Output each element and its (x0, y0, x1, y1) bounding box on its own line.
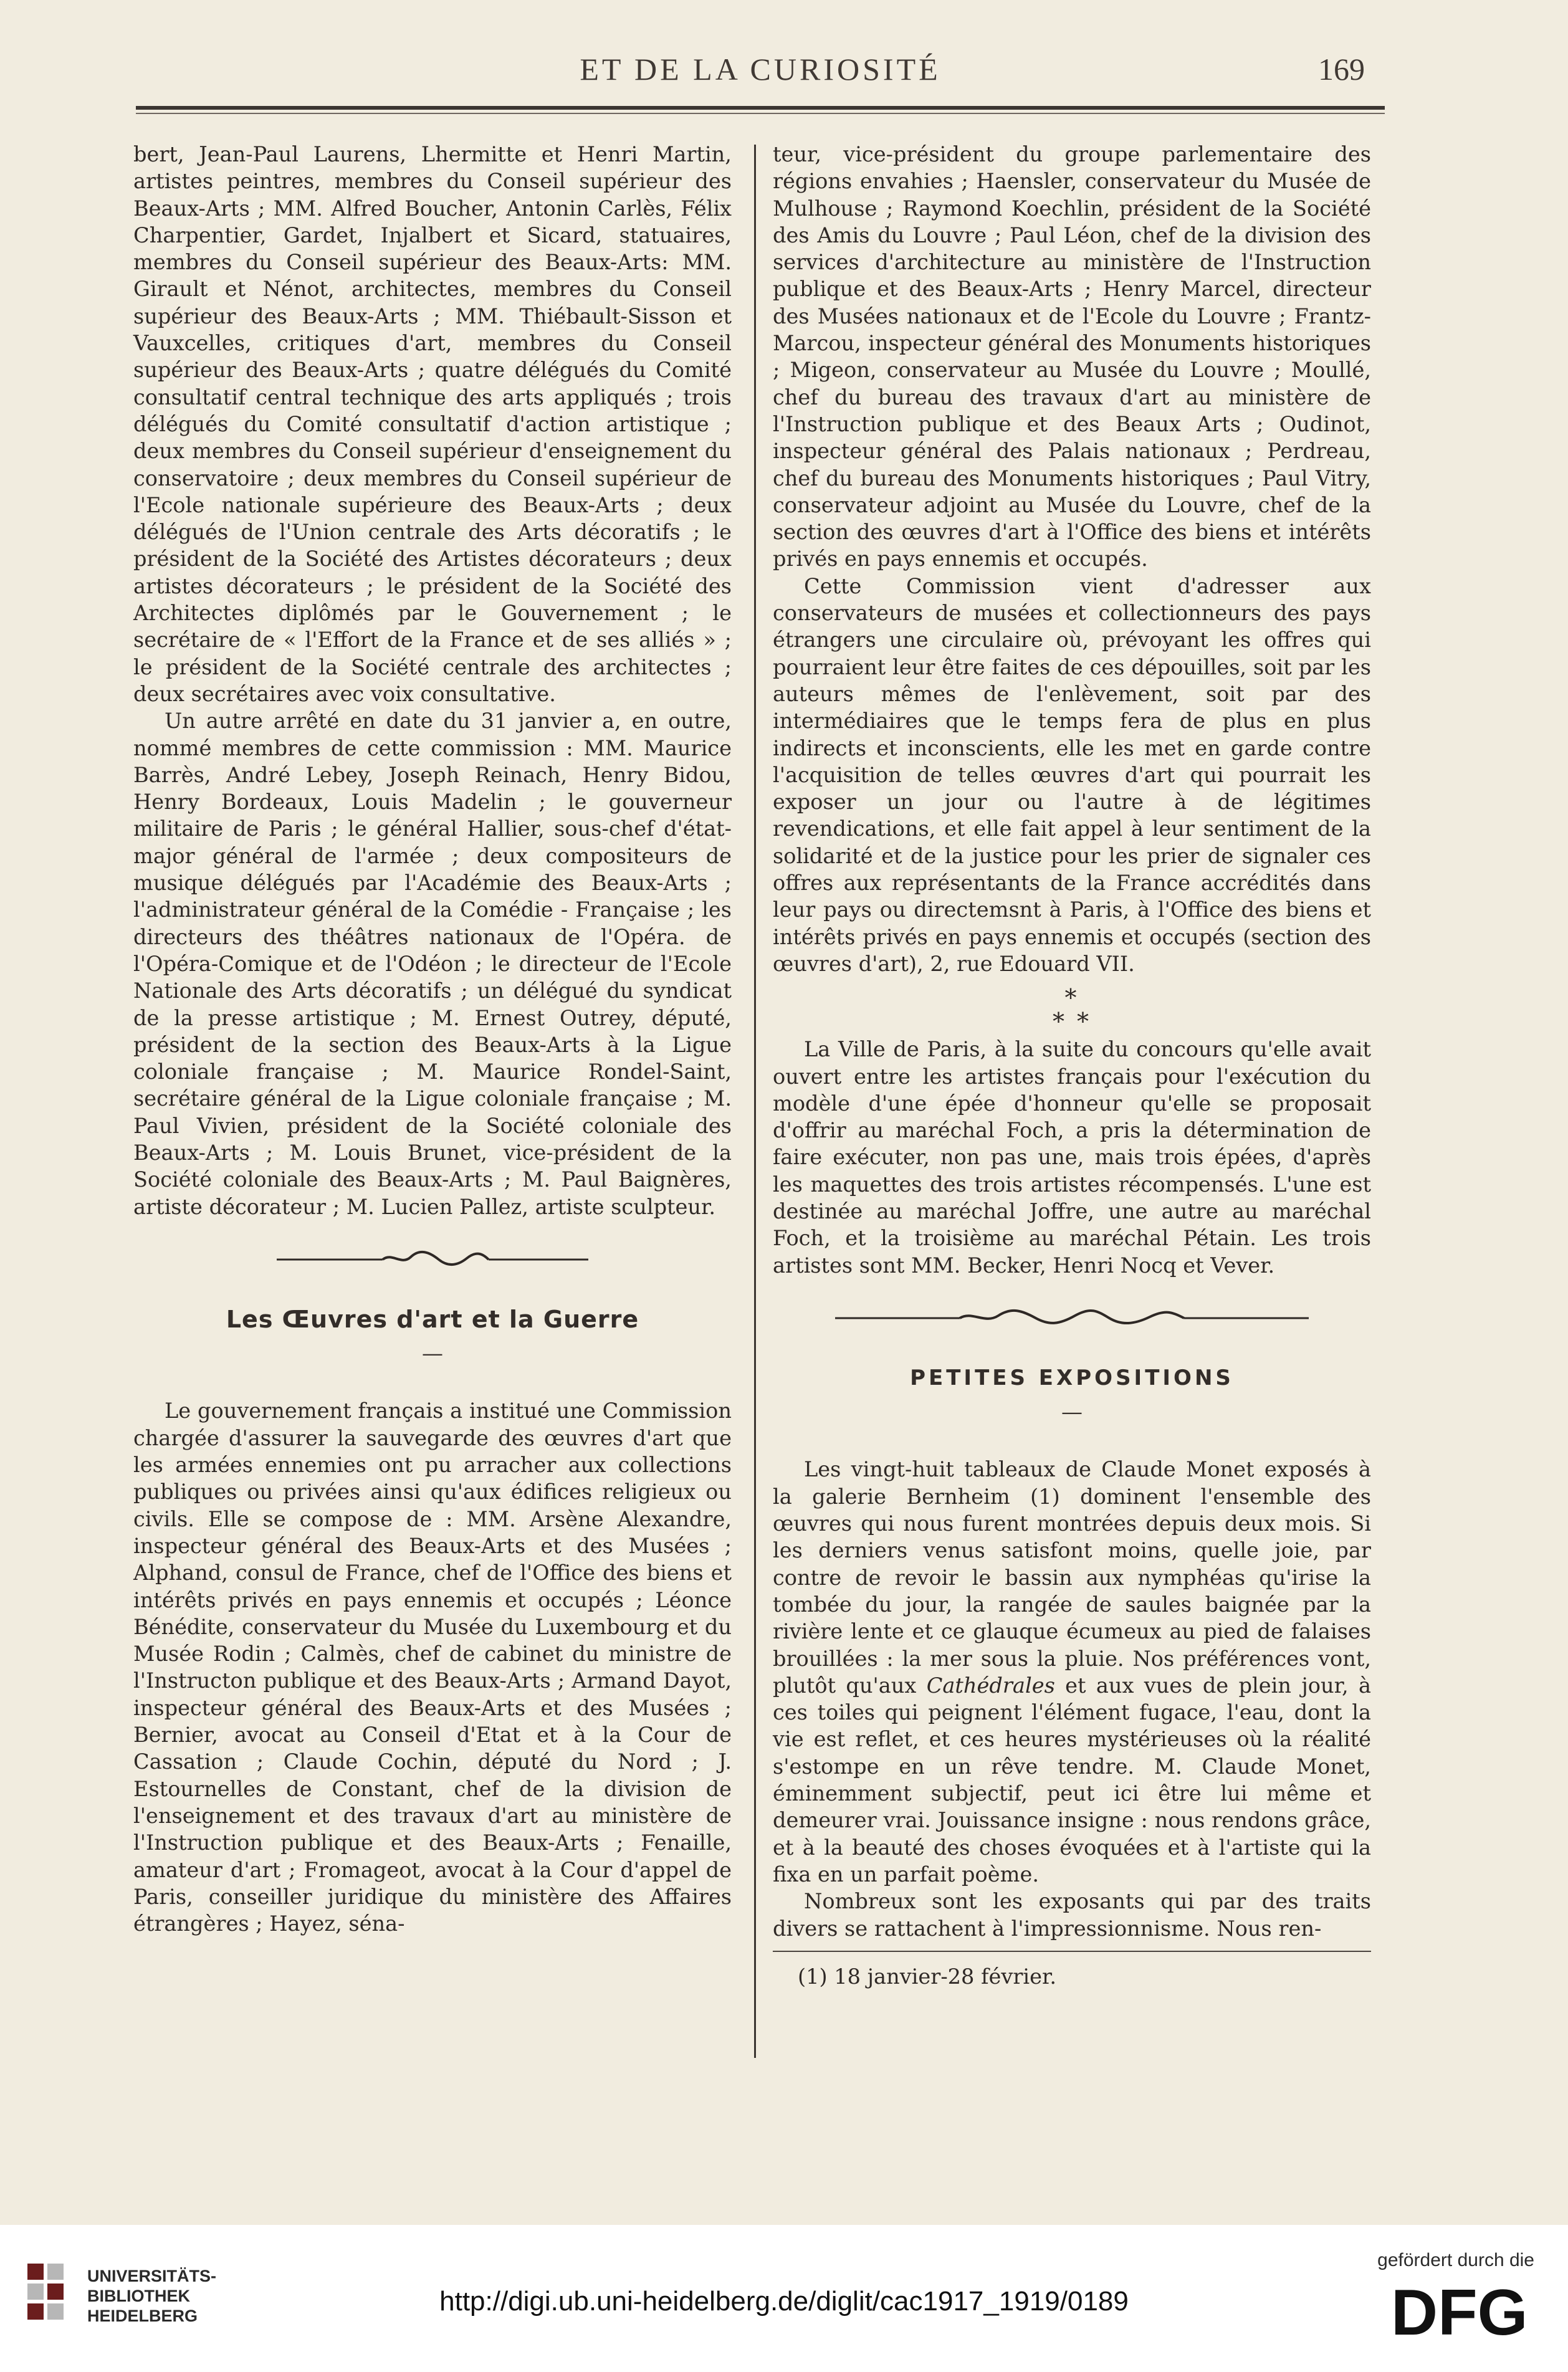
digitization-footer (0, 2225, 1568, 2372)
footnote: (1) 18 janvier-28 février. (798, 1964, 1057, 1989)
left-paragraph-1: bert, Jean-Paul Laurens, Lhermitte et Henri Martin, artistes peintres, membres du Conseil supérieur des Beaux-Arts ; MM. Alfred Boucher, Antonin Carlès, Félix Charpentier, Gardet, Injalbert et Sicard, statuaires, membres du Conseil supérieur des Beaux-Arts: MM. Girault et Nénot, architectes, membres du Conseil supérieur des Beaux-Arts ; MM. Thiébault-Sisson et Vauxcelles, critiques d'art, membres du Conseil supérieur des Beaux-Arts ; quatre délégués du Comité consultatif central technique des arts appliqués ; trois délégués du Comité consultatif d'action artistique ; deux membres du Conseil supérieur d'enseignement du conservatoire ; deux membres du Conseil supérieur de l'Ecole nationale supérieure des Beaux-Arts ; deux délégués de l'Union centrale des Arts décoratifs ; le président de la Société des Artistes décorateurs ; deux artistes décorateurs ; le président de la Société des Architectes diplômés par le Gouvernement ; le secrétaire de « l'Effort de la France et de ses alliés » ; le président de la Société centrale des architectes ; deux secrétaires avec voix consultative. (133, 142, 732, 706)
right-paragraph-1: teur, vice-président du groupe parlementaire des régions envahies ; Haensler, conservateur du Musée de Mulhouse ; Raymond Koechlin, président de la Société des Amis du Louvre ; Paul Léon, chef de la division des services d'architecture au ministère de l'Instruction publique et des Beaux-Arts ; Henry Marcel, directeur des Musées nationaux et de l'Ecole du Louvre ; Frantz-Marcou, inspecteur général des Monuments historiques ; Migeon, conservateur au Musée du Louvre ; Moullé, chef du bureau des travaux d'art au ministère de l'Instruction publique et des Beaux Arts ; Oudinot, inspecteur général des Palais nationaux ; Perdreau, chef du bureau des Monuments historiques ; Paul Vitry, conservateur adjoint au Musée du Louvre, chef de la section des œuvres d'art à l'Office des biens et intérêts privés en pays ennemis et occupés. (773, 142, 1371, 571)
university-line-1: UNIVERSITÄTS- (87, 2267, 217, 2285)
ornament-divider (133, 1240, 732, 1278)
right-paragraph-5: Nombreux sont les exposants qui par des traits divers se rattachent à l'impressionnisme. Nous ren- (773, 1889, 1371, 1941)
section-dash-2: — (1061, 1400, 1083, 1425)
section-title-oeuvres: Les Œuvres d'art et la Guerre (226, 1305, 639, 1333)
right-paragraph-4 (773, 1456, 1371, 1888)
university-line-3: HEIDELBERG (87, 2307, 198, 2325)
asterism-bottom: * * (1052, 1008, 1092, 1036)
right-paragraph-2: Cette Commission vient d'adresser aux conservateurs de musées et collectionneurs des pays étrangers une circulaire où, prévoyant les offres qui pourraient leur être faites de ces dépouilles, soit par les auteurs mêmes de l'enlèvement, soit par des intermédiaires que le temps fera de plus en plus indirects et inconscients, elle les met en garde contre l'acquisition de telles œuvres d'art qui pourrait les exposer un jour ou l'autre à de légitimes revendications, et elle fait appel à leur sentiment de la solidarité et de la justice pour les prier de signaler ces offres aux représentants de la France accrédités dans leur pays ou directemsnt à Paris, à l'Office des biens et intérêts privés en pays ennemis et occupés (section des œuvres d'art), 2, rue Edouard VII. (773, 573, 1371, 976)
section-title-expositions: PETITES EXPOSITIONS (910, 1365, 1234, 1390)
section-dash: — (422, 1341, 443, 1367)
right-paragraph-3: La Ville de Paris, à la suite du concours qu'elle avait ouvert entre les artistes français pour l'exécution du modèle d'une épée d'honneur qu'elle se proposait d'offrir au maréchal Foch, a pris la détermination de faire exécuter, non pas une, mais trois épées, d'après les maquettes des trois artistes récompensés. L'une est destinée au maréchal Joffre, une autre au maréchal Foch, et la troisième au maréchal Pétain. Les trois artistes sont MM. Becker, Henri Nocq et Vever. (773, 1037, 1371, 1278)
page-number: 169 (1318, 52, 1365, 87)
asterism-top: * (1064, 984, 1079, 1012)
left-paragraph-3: Le gouvernement français a institué une Commission chargée d'assurer la sauvegarde des œuvres d'art que les armées ennemies ont pu arracher aux collections publiques ou privées ainsi qu'aux édifices religieux ou civils. Elle se compose de : MM. Arsène Alexandre, inspecteur général des Beaux-Arts et des Musées ; Alphand, consul de France, chef de l'Office des biens et intérêts privés en pays ennemis et occupés ; Léonce Bénédite, conservateur du Musée du Luxembourg et du Musée Rodin ; Calmès, chef de cabinet du ministre de l'Instructon publique et des Beaux-Arts ; Armand Dayot, inspecteur général des Beaux-Arts et des Musées ; Bernier, avocat au Conseil d'Etat et à la Cour de Cassation ; Claude Cochin, député du Nord ; J. Estournelles de Constant, chef de la division de l'enseignement et des travaux d'art au ministère de l'Instruction publique et des Beaux-Arts ; Fenaille, amateur d'art ; Fromageot, avocat à la Cour d'appel de Paris, conseiller juridique du ministère des Affaires étrangères ; Hayez, séna- (133, 1399, 732, 1936)
left-paragraph-2: Un autre arrêté en date du 31 janvier a, en outre, nommé membres de cette commission : MM. Maurice Barrès, André Lebey, Joseph Reinach, Henry Bidou, Henry Bordeaux, Louis Madelin ; le gouverneur militaire de Paris ; le général Hallier, sous-chef d'état-major général de l'armée ; deux compositeurs de musique délégués par l'Académie des Beaux-Arts ; l'administrateur général de la Comédie - Française ; les directeurs des théâtres nationaux de l'Opéra. de l'Opéra-Comique et de l'Odéon ; le directeur de l'Ecole Nationale des Arts décoratifs ; un délégué du syndicat de la presse artistique ; M. Ernest Outrey, député, président de la section des Beaux-Arts à la Ligue coloniale française ; M. Maurice Rondel-Saint, secrétaire général de la Ligue coloniale française ; M. Paul Vivien, président de la Société coloniale des Beaux-Arts ; M. Louis Brunet, vice-président de la Société coloniale des Beaux-Arts ; M. Paul Baignères, artiste décorateur ; M. Lucien Pallez, artiste sculpteur. (133, 709, 732, 1219)
monet-text-part-1: Les vingt-huit tableaux de Claude Monet exposés à la galerie Bernheim (1) dominent l'ensemble des œuvres qui nous furent montrées depuis deux mois. Si les derniers venus satisfont moins, quelle joie, par contre de revoir le bassin aux nymphéas qu'irise la tombée du jour, la rangée de saules baignée par la rivière lente et ce glauque écumeux au pied de falaises brouillées : la mer sous la pluie. Nos préférences vont, plutôt qu'aux (773, 1457, 1371, 1698)
header-rule-thin (136, 113, 1385, 114)
monet-text-part-2: et aux vues de plein jour, à ces toiles qui peignent l'élément fugace, l'eau, dont la vie est reflet, et ces heures mystérieuses où la réalité s'estompe en un rêve tendre. M. Claude Monet, éminemment subjectif, peut ici être lui même et demeurer vrai. Jouissance insigne : nous rendons grâce, et à la beauté des choses évoquées et à l'artiste qui la fixa en un parfait poème. (773, 1673, 1371, 1887)
dfg-logo-icon (1391, 2280, 1534, 2342)
running-title: ET DE LA CURIOSITÉ (580, 52, 941, 87)
page-header (137, 51, 1384, 101)
column-divider (754, 145, 756, 2058)
ornament-divider-2 (773, 1299, 1371, 1336)
funded-by-label: gefördert durch die (1377, 2250, 1534, 2270)
right-column (773, 141, 1371, 1990)
left-column (133, 141, 732, 1937)
asterism (773, 984, 1371, 1036)
italic-cathedrales: Cathédrales (926, 1673, 1055, 1698)
footnote-rule (773, 1951, 1371, 1952)
source-url-link[interactable]: http://digi.ub.uni-heidelberg.de/diglit/cac1917_1919/0189 (439, 2286, 1129, 2317)
header-rule (136, 106, 1385, 110)
dfg-logo-text: DFG (1391, 2280, 1528, 2342)
university-line-2: BIBLIOTHEK (87, 2287, 190, 2305)
